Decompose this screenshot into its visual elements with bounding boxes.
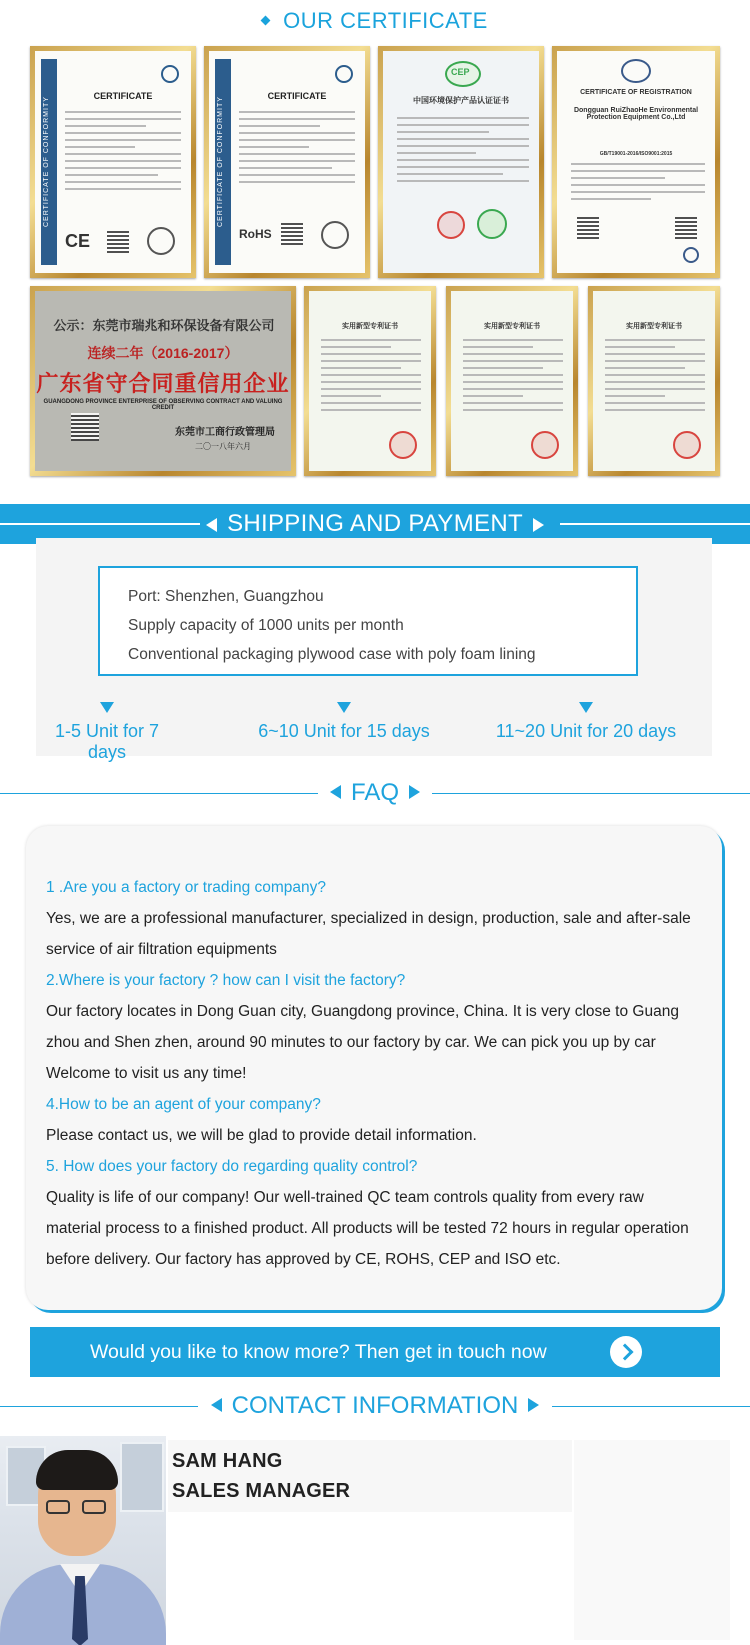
triangle-left-icon — [206, 518, 217, 532]
contact-name: SAM HANG — [172, 1450, 283, 1472]
contact-role: SALES MANAGER — [172, 1480, 351, 1502]
faq-answer: Yes, we are a professional manufacturer, specialized in design, production, sale and after-sale service of air filtration equipments — [46, 910, 691, 958]
signature-seal-icon — [321, 221, 349, 249]
shipping-title: SHIPPING AND PAYMENT — [227, 510, 523, 537]
qr-code-icon — [107, 231, 129, 253]
triangle-right-icon — [528, 1398, 539, 1412]
faq-question: 2.Where is your factory ? how can I visit the factory? — [46, 972, 406, 989]
delivery-option: 6~10 Unit for 15 days — [254, 702, 434, 742]
certificate-heading: 实用新型专利证书 — [484, 323, 540, 330]
certificate-patent-2[interactable] — [446, 286, 578, 476]
green-logo-icon — [477, 209, 507, 239]
shipping-packaging: Conventional packaging plywood case with poly foam lining — [128, 646, 536, 663]
certificate-heading: CERTIFICATE — [267, 91, 327, 101]
arrow-down-icon — [579, 702, 593, 713]
shipping-area — [36, 538, 712, 762]
faq-title: FAQ — [350, 779, 399, 806]
ce-mark: CE — [65, 231, 91, 251]
contact-side-panel — [574, 1440, 730, 1640]
certificates-title: OUR CERTIFICATE — [0, 8, 750, 38]
delivery-option: 1-5 Unit for 7 days — [36, 702, 178, 763]
certificate-rohs[interactable] — [204, 46, 370, 278]
qr-code-icon — [71, 413, 99, 441]
arrow-down-icon — [100, 702, 114, 713]
triangle-left-icon — [330, 785, 341, 799]
rohs-mark: RoHS — [239, 227, 272, 241]
certificate-code: GB/T19001-2016/ISO9001:2015 — [599, 151, 673, 157]
qr-code-icon — [577, 217, 599, 239]
cep-mark: CEP — [451, 67, 470, 77]
certificate-credit-enterprise[interactable]: 公示：东莞市瑞兆和环保设备有限公司 连续二年（2016-2017） 广东省守合同重信用企业 GUANGDONG PROVINCE ENTERPRISE OF OBSERVING CONTRACT AND VALUING CREDIT 东莞市工商行政管理局 二〇一八年六月 — [30, 286, 296, 476]
ias-logo-icon — [683, 247, 699, 263]
seal-icon — [161, 65, 179, 83]
faq-answer: Our factory locates in Dong Guan city, Guangdong province, China. It is very close to Guang zhou and Shen zhen, around 90 minutes to our factory by car. We can pick you up by car Welcome to visit us any time! — [46, 1003, 679, 1082]
certificate-patent-1[interactable] — [304, 286, 436, 476]
certificate-heading: 实用新型专利证书 — [626, 323, 682, 330]
faq-question: 5. How does your factory do regarding quality control? — [46, 1158, 418, 1175]
contact-cta-button[interactable] — [30, 1327, 720, 1377]
faq-title-bar — [0, 778, 750, 808]
qr-code-icon — [281, 223, 303, 245]
certificate-heading: CERTIFICATE OF REGISTRATION — [580, 89, 692, 96]
certificate-iso[interactable] — [552, 46, 720, 278]
certificate-side-text: CERTIFICATE OF CONFORMITY — [43, 96, 50, 228]
certificate-heading: 实用新型专利证书 — [342, 323, 398, 330]
faq-answer: Quality is life of our company! Our well-trained QC team controls quality from every raw material process to a finished product. All products will be tested 72 hours in regular operation before delivery. Our factory has approved by CE, ROHS, CEP and ISO etc. — [46, 1189, 689, 1268]
seal-icon — [335, 65, 353, 83]
shipping-port: Port: Shenzhen, Guangzhou — [128, 588, 324, 605]
faq-question: 4.How to be an agent of your company? — [46, 1096, 321, 1113]
triangle-left-icon — [211, 1398, 222, 1412]
certificate-patent-3[interactable] — [588, 286, 720, 476]
contact-title: CONTACT INFORMATION — [231, 1392, 519, 1419]
red-seal-icon — [389, 431, 417, 459]
arrow-down-icon — [337, 702, 351, 713]
red-seal-icon — [531, 431, 559, 459]
certificate-heading: CERTIFICATE — [93, 91, 153, 101]
certificate-side-text: CERTIFICATE OF CONFORMITY — [217, 96, 224, 228]
shipping-capacity: Supply capacity of 1000 units per month — [128, 617, 404, 634]
delivery-option: 11~20 Unit for 20 days — [486, 702, 686, 742]
cta-label: Would you like to know more? Then get in touch now — [90, 1341, 547, 1363]
qr-code-icon — [675, 217, 697, 239]
signature-seal-icon — [147, 227, 175, 255]
chevron-right-icon[interactable] — [610, 1336, 642, 1368]
certificate-ce[interactable] — [30, 46, 196, 278]
red-seal-icon — [673, 431, 701, 459]
contact-title-bar — [0, 1391, 750, 1421]
red-seal-icon — [437, 211, 465, 239]
iso-logo-icon — [621, 59, 651, 83]
certificate-company: Dongguan RuiZhaoHe Environmental Protection Equipment Co.,Ltd — [573, 107, 699, 121]
faq-answer: Please contact us, we will be glad to provide detail information. — [46, 1127, 477, 1144]
certificate-heading: 中国环境保护产品认证证书 — [413, 96, 509, 105]
faq-card — [26, 826, 722, 1310]
shipping-info-box — [98, 566, 638, 676]
avatar — [0, 1436, 166, 1645]
faq-question: 1 .Are you a factory or trading company? — [46, 879, 327, 896]
triangle-right-icon — [533, 518, 544, 532]
certificate-cep[interactable] — [378, 46, 544, 278]
triangle-right-icon — [409, 785, 420, 799]
diamond-icon — [261, 16, 271, 26]
